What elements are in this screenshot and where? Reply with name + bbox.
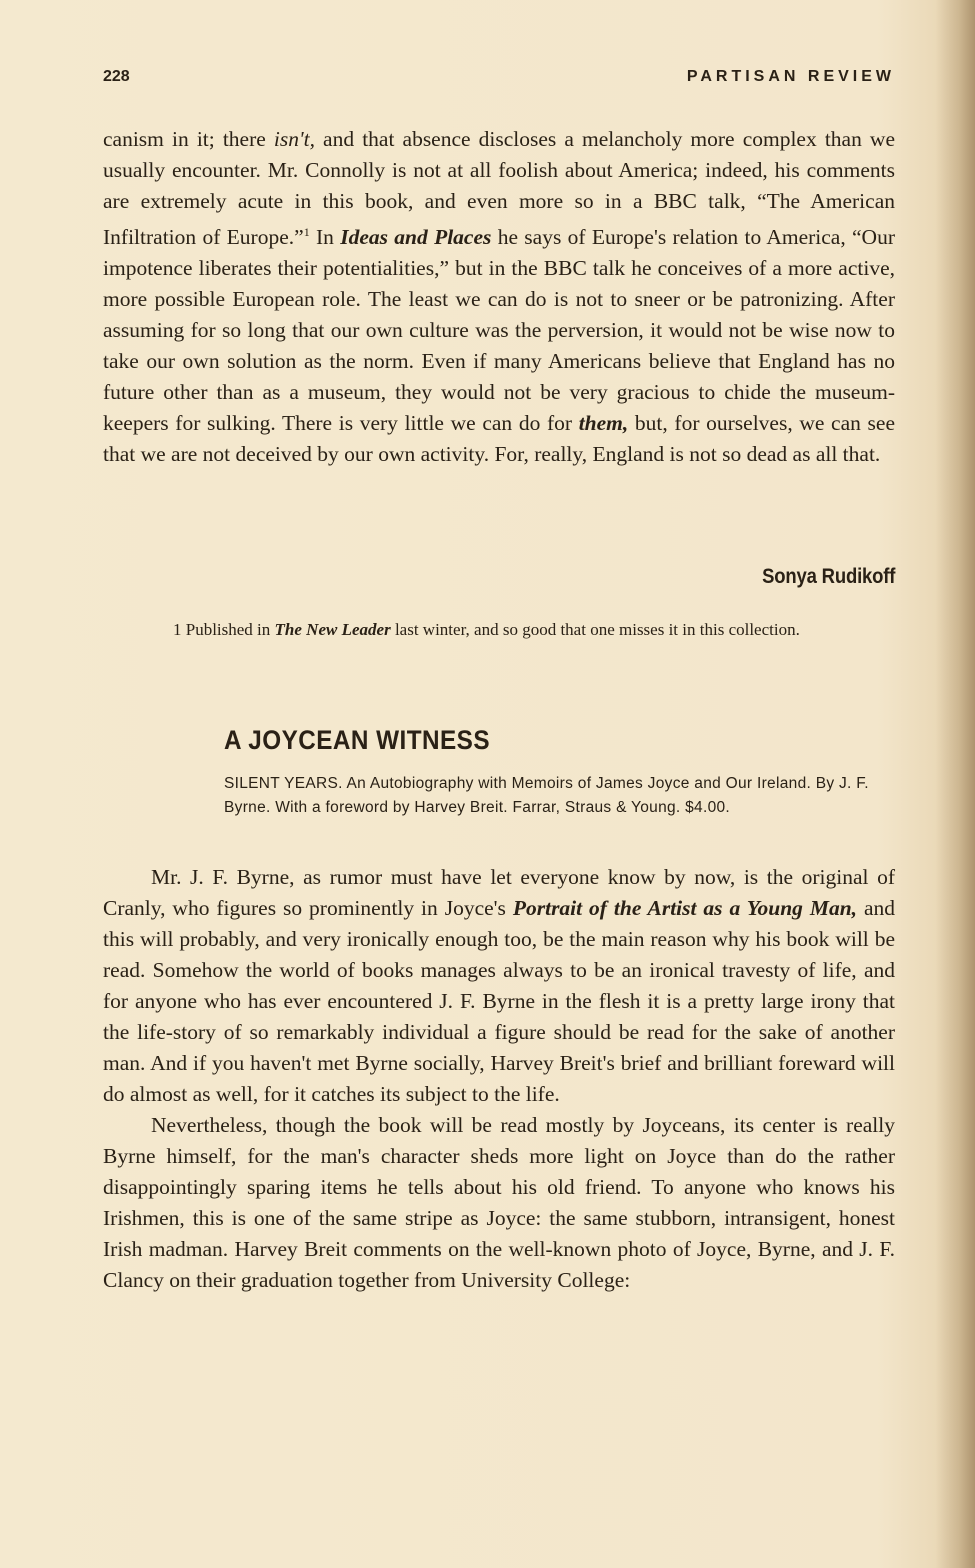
footnote-number: 1 [173, 620, 182, 639]
continued-paragraph [103, 124, 895, 470]
book-gutter-shadow [935, 0, 975, 1568]
running-head [103, 68, 895, 92]
review-headline: A JOYCEAN WITNESS [224, 725, 490, 755]
book-info: SILENT YEARS. An Autobiography with Memoirs of James Joyce and Our Ireland. By J. F. Byrne. With a foreword by Harvey Breit. Farrar, Straus & Young. $4.00. [224, 775, 869, 816]
paragraph: Nevertheless, though the book will be read mostly by Joyceans, its center is really Byrne himself, for the man's character sheds more light on Joyce than do the rather disappointingly sparing items he tells about his old friend. To anyone who knows his Irishmen, this is one of the same stripe as Joyce: the same stubborn, intransigent, honest Irish madman. Harvey Breit comments on the well-known photo of Joyce, Byrne, and J. F. Clancy on their graduation together from University College: [103, 1113, 895, 1292]
footnote-ref: 1 [303, 225, 310, 239]
page-number: 228 [103, 68, 130, 85]
paragraph: Mr. J. F. Byrne, as rumor must have let everyone know by now, is the original of Cranly, who figures so prominently in Joyce's Portrait of the Artist as a Young Man, and this will probably, and very ironically enough too, be the main reason why his book will be read. Somehow the world of books manages always to be an ironical travesty of life, and for anyone who has ever encountered J. F. Byrne in the flesh it is a pretty large irony that the life-story of so remarkably individual a figure should be read for the sake of another man. And if you haven't met Byrne socially, Harvey Breit's brief and brilliant foreward will do almost as well, for it catches its subject to the life. [103, 865, 895, 1106]
footnote: 1 Published in The New Leader last winter, and so good that one misses it in this collection. [103, 618, 895, 642]
review-body [103, 862, 895, 1296]
paragraph: canism in it; there isn't, and that absence discloses a melancholy more complex than we usually encounter. Mr. Connolly is not at all foolish about America; indeed, his comments are extremely acute in this book, and even more so in a BBC talk, “The American Infiltration of Europe.”$^1$ In Ideas and Places he says of Europe's relation to America, “Our impotence liberates their potentialities,” but in the BBC talk he conceives of a more active, more possible European role. The least we can do is not to sneer or be patronizing. After assuming for so long that our own culture was the perversion, it would not be wise now to take our own solution as the norm. Even if many Americans believe that England has no future other than as a museum, they would not be very gracious to chide the museum-keepers for sulking. There is very little we can do for them, but, for ourselves, we can see that we are not deceived by our own activity. For, really, England is not so dead as all that. [103, 127, 896, 467]
author-signature: Sonya Rudikoff [761, 565, 895, 588]
journal-title: PARTISAN REVIEW [686, 68, 895, 85]
